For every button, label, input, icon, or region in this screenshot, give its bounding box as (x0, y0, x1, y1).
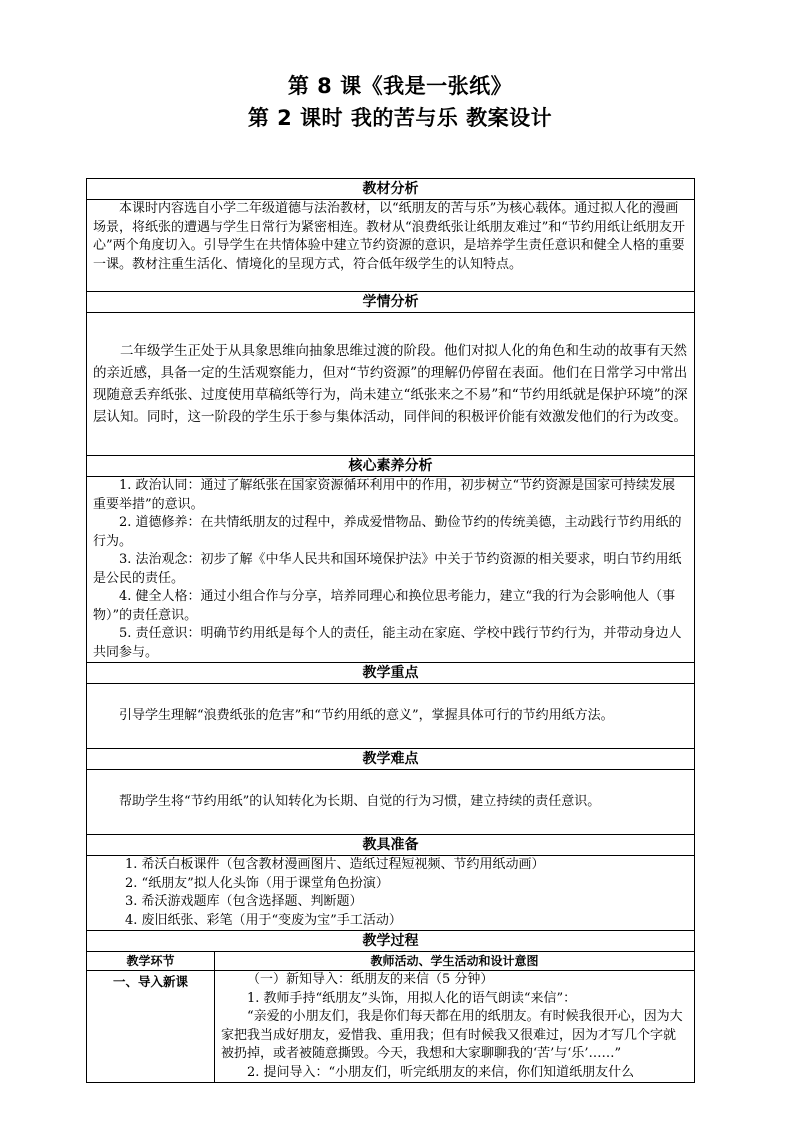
stage-content (215, 971, 695, 1083)
difficulty-cell (87, 770, 695, 835)
tool-item: 1. 希沃白板课件（包含教材漫画图片、造纸过程短视频、节约用纸动画） (125, 857, 545, 872)
literacy-item: 3. 法治观念：初步了解《中华人民共和国环境保护法》中关于节约资源的相关要求，明白节约用纸是公民的责任。 (93, 552, 682, 586)
tool-item: 4. 废旧纸张、彩笔（用于“变废为宝”手工活动） (125, 912, 402, 928)
student-analysis-cell (87, 313, 695, 456)
tool-item: 3. 希沃游戏题库（包含选择题、判断题） (125, 894, 363, 909)
literacy-item: 4. 健全人格：通过小组合作与分享，培养同理心和换位思考能力，建立“我的行为会影响他人（事物）”的责任意识。 (93, 589, 676, 623)
lesson-subtitle: 第 2 课时 我的苦与乐 教案设计 (247, 106, 553, 130)
literacy-item: 1. 政治认同：通过了解纸张在国家资源循环利用中的作用，初步树立“节约资源是国家可持续发展重要举措”的意识。 (93, 478, 676, 512)
difficulty-heading: 教学难点 (87, 749, 695, 770)
difficulty-text: 帮助学生将“节约用纸”的认知转化为长期、自觉的行为习惯，建立持续的责任意识。 (119, 793, 601, 809)
core-literacy-heading: 核心素养分析 (87, 456, 695, 477)
textbook-analysis-cell (87, 200, 695, 292)
literacy-item: 5. 责任意识：明确节约用纸是每个人的责任，能主动在家庭、学校中践行节约行为，并带动身边人共同参与。 (93, 626, 682, 660)
core-literacy-cell (87, 477, 695, 663)
stage-line: 2. 提问导入：“小朋友们，听完纸朋友的来信，你们知道纸朋友什么 (247, 1064, 635, 1080)
stage-line: “亲爱的小朋友们，我是你们每天都在用的纸朋友。有时候我很开心，因为大家把我当成好朋友，爱惜我、重用我；但有时候我又很难过，因为才写几个字就被扔掉，或者被随意撕毁。今天，我想和大家聊聊我的‘苦’与‘乐’……” (221, 1009, 683, 1061)
tool-item: 2. “纸朋友”拟人化头饰（用于课堂角色扮演） (125, 875, 389, 891)
textbook-analysis-text: 本课时内容选自小学二年级道德与法治教材，以“纸朋友的苦与乐”为核心载体。通过拟人化的漫画场景，将纸张的遭遇与学生日常行为紧密相连。教材从“浪费纸张让纸朋友难过”和“节约用纸让纸朋友开心”两个角度切入。引导学生在共情体验中建立节约资源的意识，是培养学生责任意识和健全人格的重要一课。教材注重生活化、情境化的呈现方式，符合低年级学生的认知特点。 (93, 201, 685, 272)
stage-line: （一）新知导入：纸朋友的来信（5 分钟） (247, 972, 494, 987)
key-points-heading: 教学重点 (87, 663, 695, 684)
stage-name: 一、导入新课 (87, 971, 215, 1083)
student-analysis-text: 二年级学生正处于从具象思维向抽象思维过渡的阶段。他们对拟人化的角色和生动的故事有天然的亲近感，具备一定的生活观察能力，但对“节约资源”的理解仍停留在表面。他们在日常学习中常出现随意丢弃纸张、过度使用草稿纸等行为，尚未建立“纸张来之不易”和“节约用纸就是保护环境”的深层认知。同时，这一阶段的学生乐于参与集体活动，同伴间的积极评价能有效激发他们的行为改变。 (93, 343, 688, 425)
tools-heading: 教具准备 (87, 835, 695, 856)
tools-cell (87, 856, 695, 931)
lesson-title: 第 8 课《我是一张纸》 (287, 74, 513, 98)
process-col-stage: 教学环节 (87, 952, 215, 971)
key-points-cell (87, 684, 695, 749)
student-analysis-heading: 学情分析 (87, 292, 695, 313)
process-heading: 教学过程 (87, 931, 695, 952)
lesson-plan-table (86, 178, 695, 1083)
process-col-activities: 教师活动、学生活动和设计意图 (215, 952, 695, 971)
key-points-text: 引导学生理解“浪费纸张的危害”和“节约用纸的意义”，掌握具体可行的节约用纸方法。 (119, 707, 614, 723)
literacy-item: 2. 道德修养：在共情纸朋友的过程中，养成爱惜物品、勤俭节约的传统美德，主动践行节约用纸的行为。 (93, 515, 682, 549)
textbook-analysis-heading: 教材分析 (87, 179, 695, 200)
stage-line: 1. 教师手持“纸朋友”头饰，用拟人化的语气朗读“来信”： (247, 990, 577, 1006)
